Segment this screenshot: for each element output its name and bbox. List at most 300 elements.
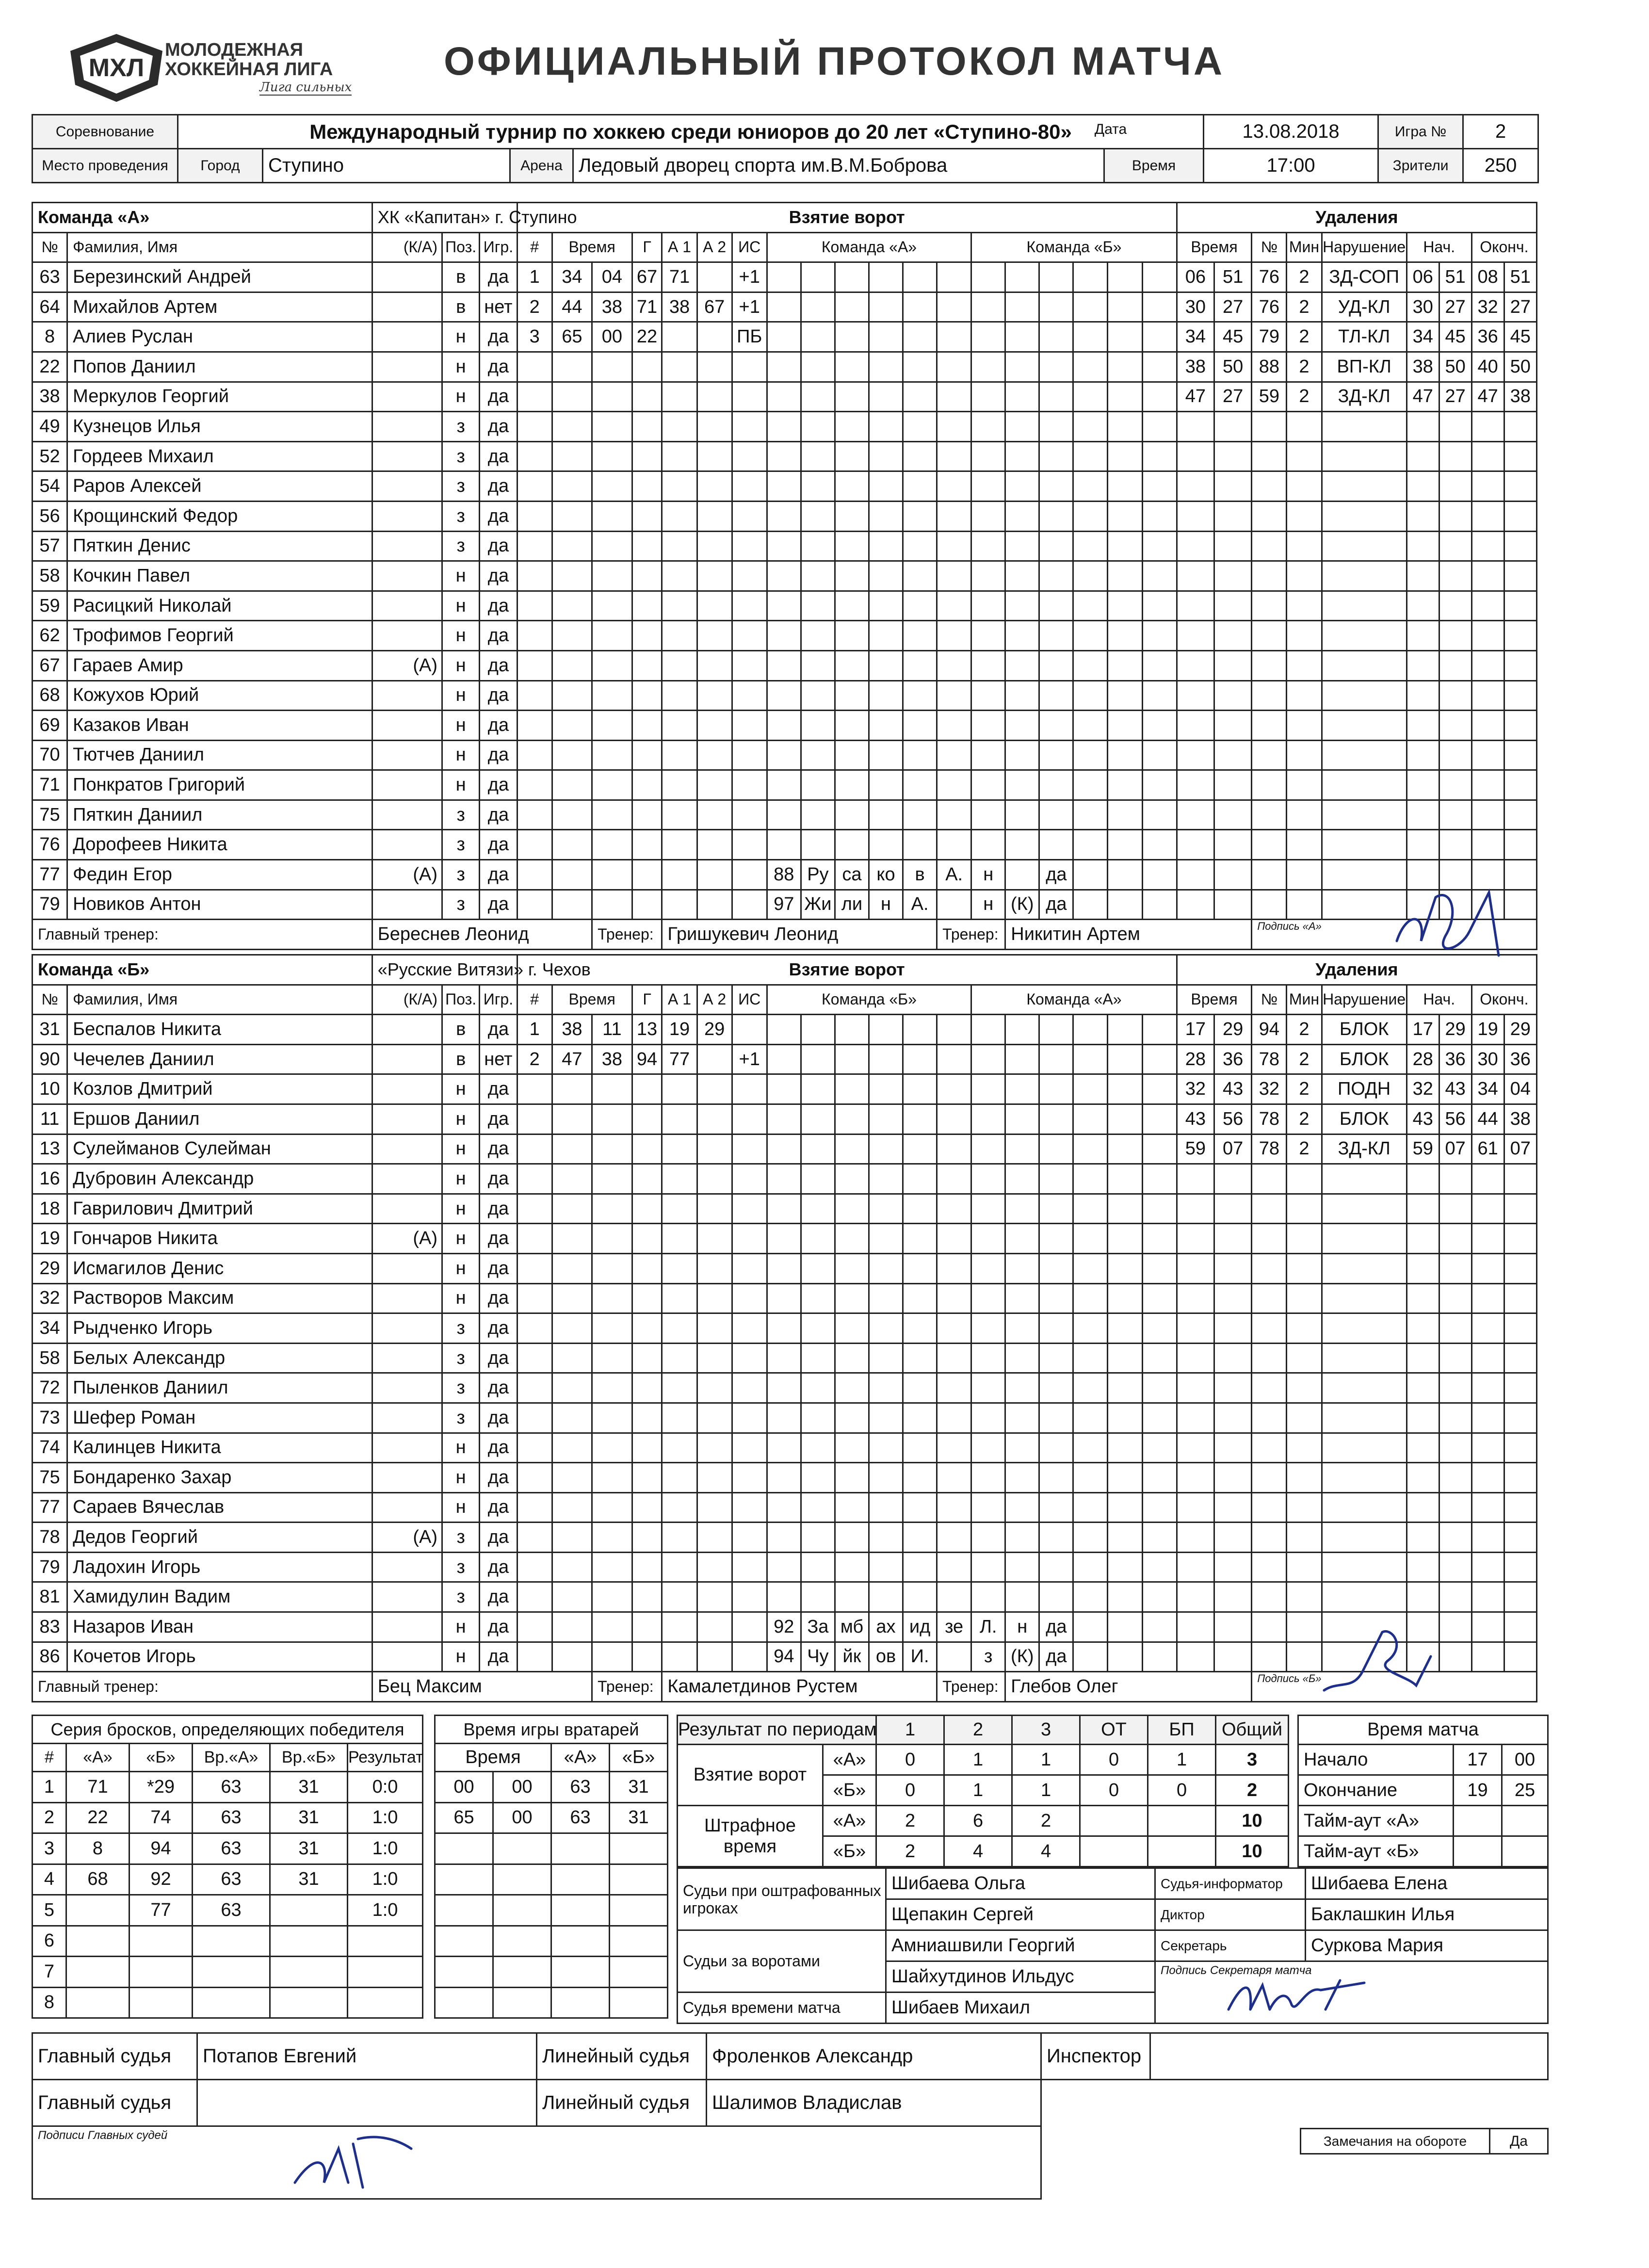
goalie-empty — [835, 262, 869, 292]
pen-infraction: ЗД-СОП — [1322, 262, 1406, 292]
player-name: Пяткин Даниил — [67, 800, 372, 830]
player-number: 64 — [32, 292, 67, 322]
pen-end-second — [1504, 1433, 1536, 1463]
goal-minute — [552, 770, 592, 800]
goalie-empty — [1108, 1313, 1142, 1344]
goalie-empty — [1005, 471, 1039, 502]
goalie-empty — [801, 471, 835, 502]
pen-minute — [1177, 1463, 1214, 1493]
pen-minutes — [1287, 621, 1322, 651]
pen-player — [1252, 621, 1287, 651]
player-number: 73 — [32, 1403, 67, 1433]
goal-minute: 47 — [552, 1044, 592, 1074]
player-played: да — [480, 1253, 517, 1283]
player-played: да — [480, 740, 517, 770]
goal-minute — [552, 352, 592, 382]
player-number: 54 — [32, 471, 67, 502]
pen-start-second: 07 — [1439, 1134, 1471, 1164]
goalie-empty — [1073, 1074, 1108, 1104]
pen-second: 51 — [1214, 262, 1252, 292]
goalie-empty — [1108, 1612, 1142, 1642]
goal-empty — [662, 621, 697, 651]
goalie-empty — [937, 382, 971, 412]
goal-empty — [592, 1433, 632, 1463]
goal-empty — [697, 1523, 732, 1553]
end-minute: 25 — [1502, 1775, 1548, 1806]
goal-minute — [552, 1373, 592, 1403]
goalie-empty — [767, 1253, 801, 1283]
goal-empty — [662, 1552, 697, 1582]
goal-empty — [697, 1343, 732, 1373]
goalie-empty — [1039, 1015, 1073, 1045]
player-name: Растворов Максим — [67, 1283, 372, 1313]
goalie-empty — [1073, 412, 1108, 442]
team-b-trainer-1: Камалетдинов Рустем — [662, 1672, 937, 1702]
goals-a-p3: 1 — [1012, 1745, 1080, 1775]
city-value: Ступино — [263, 149, 510, 183]
goal-empty — [732, 382, 767, 412]
goalie-empty — [1005, 1253, 1039, 1283]
goalie-empty — [1039, 1403, 1073, 1433]
player-position: н — [442, 1463, 480, 1493]
goal-number — [517, 1612, 552, 1642]
shootout-title: Серия бросков, определяющих победителя — [32, 1716, 423, 1744]
player-role — [372, 322, 442, 352]
player-played: да — [480, 1134, 517, 1164]
goal-minute — [552, 740, 592, 770]
goalie-time-cell — [610, 1864, 668, 1895]
goalie-empty — [1039, 1283, 1073, 1313]
player-number: 63 — [32, 262, 67, 292]
pen-minutes — [1287, 1373, 1322, 1403]
player-row — [32, 1373, 1537, 1403]
pen-player — [1252, 591, 1287, 621]
main-referee-1: Потапов Евгений — [197, 2033, 537, 2080]
player-role — [372, 1642, 442, 1672]
goalie-empty — [1005, 1463, 1039, 1493]
goal-empty — [632, 860, 662, 890]
pen-minutes — [1287, 1224, 1322, 1254]
goalie-empty — [1108, 292, 1142, 322]
pen-player — [1252, 1403, 1287, 1433]
goalie-empty — [767, 1313, 801, 1344]
player-played: да — [480, 501, 517, 531]
player-name: Тютчев Даниил — [67, 740, 372, 770]
goal-empty — [697, 531, 732, 561]
pen-start-minute — [1406, 591, 1439, 621]
pen-minute — [1177, 412, 1214, 442]
goal-assist-1: 77 — [662, 1044, 697, 1074]
player-position: з — [442, 441, 480, 471]
col-position: Поз. — [442, 985, 480, 1015]
pen-player — [1252, 1552, 1287, 1582]
pen-start-second: 27 — [1439, 382, 1471, 412]
player-name: Казаков Иван — [67, 711, 372, 741]
goalie-empty — [971, 1313, 1005, 1344]
player-role — [372, 1582, 442, 1612]
col-pen-infraction: Нарушение — [1322, 985, 1406, 1015]
goal-empty — [732, 830, 767, 860]
pen-minutes — [1287, 680, 1322, 711]
goal-second: 00 — [592, 322, 632, 352]
goalie-empty — [1142, 1403, 1177, 1433]
goal-empty — [732, 531, 767, 561]
player-role — [372, 1433, 442, 1463]
period-3-header: 3 — [1012, 1716, 1080, 1745]
player-name: Крощинский Федор — [67, 501, 372, 531]
shootout-cell: 74 — [129, 1802, 193, 1833]
player-name: Расицкий Николай — [67, 591, 372, 621]
goal-empty — [732, 591, 767, 621]
player-position: з — [442, 1523, 480, 1553]
goal-number: 1 — [517, 262, 552, 292]
player-position: н — [442, 680, 480, 711]
pen-second — [1214, 441, 1252, 471]
player-position: н — [442, 621, 480, 651]
team-a-goals-title: Взятие ворот — [517, 203, 1177, 233]
goalie-empty — [937, 1582, 971, 1612]
goalie-empty — [869, 441, 903, 471]
goalie-empty — [869, 800, 903, 830]
goalie-empty — [937, 262, 971, 292]
player-number: 75 — [32, 1463, 67, 1493]
pen-minutes — [1287, 1433, 1322, 1463]
pim-b-p1: 2 — [876, 1836, 944, 1867]
goalie-empty — [801, 830, 835, 860]
pen-minutes — [1287, 1492, 1322, 1523]
player-position: з — [442, 800, 480, 830]
goalie-empty — [1005, 322, 1039, 352]
goalie-empty — [1005, 292, 1039, 322]
goalie-empty — [937, 1164, 971, 1194]
goalie-empty — [1142, 1523, 1177, 1553]
col-number: № — [32, 232, 67, 262]
goal-minute — [552, 800, 592, 830]
goalie-empty — [767, 262, 801, 292]
goal-number — [517, 830, 552, 860]
goalie-empty — [1073, 1463, 1108, 1493]
goalie-empty — [1108, 1373, 1142, 1403]
goalie-empty — [937, 471, 971, 502]
goalie-empty — [1108, 441, 1142, 471]
pen-end-second: 07 — [1504, 1134, 1536, 1164]
pen-player: 94 — [1252, 1015, 1287, 1045]
goal-minute — [552, 1194, 592, 1224]
pen-start-second — [1439, 1373, 1471, 1403]
goal-assist-1 — [662, 322, 697, 352]
goalie-empty — [1142, 1582, 1177, 1612]
goal-number — [517, 1552, 552, 1582]
referees-sign-label: Подписи Главных судей — [38, 2129, 168, 2142]
goal-empty — [592, 1373, 632, 1403]
pen-end-second — [1504, 1313, 1536, 1344]
pen-player — [1252, 1492, 1287, 1523]
player-number: 90 — [32, 1044, 67, 1074]
pen-second — [1214, 1194, 1252, 1224]
goalie-empty — [869, 412, 903, 442]
player-number: 69 — [32, 711, 67, 741]
goalie-empty — [835, 1373, 869, 1403]
player-row — [32, 770, 1537, 800]
goalie-empty — [1142, 1044, 1177, 1074]
team-a-mark: «А» — [823, 1745, 876, 1775]
goalie-time-cell — [610, 1987, 668, 2018]
goal-minute — [552, 382, 592, 412]
pen-infraction — [1322, 1373, 1406, 1403]
player-name: Чечелев Даниил — [67, 1044, 372, 1074]
goal-minute — [552, 1612, 592, 1642]
goalie-time-cell: 31 — [610, 1802, 668, 1833]
pen-start-minute: 30 — [1406, 292, 1439, 322]
shootout-cell: *29 — [129, 1772, 193, 1803]
pen-start-second — [1439, 1343, 1471, 1373]
goalie-empty — [1142, 1313, 1177, 1344]
pen-end-minute: 61 — [1471, 1134, 1504, 1164]
goalie-time-cell — [435, 1833, 493, 1864]
goal-empty — [592, 1403, 632, 1433]
goalie-empty — [767, 711, 801, 741]
pen-minute — [1177, 531, 1214, 561]
goal-number — [517, 1373, 552, 1403]
pen-minute — [1177, 1194, 1214, 1224]
goalie-empty — [1073, 591, 1108, 621]
pen-end-second: 27 — [1504, 292, 1536, 322]
goalie-empty — [937, 650, 971, 680]
pen-end-second — [1504, 770, 1536, 800]
end-hour: 19 — [1454, 1775, 1502, 1806]
goalie-empty — [835, 650, 869, 680]
goalie-empty — [1108, 1044, 1142, 1074]
shootout-cell: 1:0 — [348, 1802, 423, 1833]
pen-minute: 59 — [1177, 1134, 1214, 1164]
pen-start-minute: 34 — [1406, 322, 1439, 352]
goal-empty — [697, 711, 732, 741]
goalie-time-cell: 31 — [610, 1772, 668, 1803]
goal-empty — [697, 740, 732, 770]
goalie-empty — [767, 531, 801, 561]
col-pen-start: Нач. — [1406, 232, 1471, 262]
goalie-empty — [1005, 1343, 1039, 1373]
player-name: Козлов Дмитрий — [67, 1074, 372, 1104]
goalie-empty — [767, 1015, 801, 1045]
pen-minutes — [1287, 591, 1322, 621]
pen-infraction — [1322, 621, 1406, 651]
goalie-empty — [937, 1313, 971, 1344]
goalie-empty — [1142, 292, 1177, 322]
goal-number — [517, 621, 552, 651]
goalie-empty — [1039, 1104, 1073, 1134]
inspector-label: Инспектор — [1041, 2033, 1150, 2080]
goalie-time-cell — [435, 1987, 493, 2018]
goal-empty — [632, 650, 662, 680]
goal-empty — [732, 800, 767, 830]
goalie-empty — [1142, 1104, 1177, 1134]
pen-minute — [1177, 501, 1214, 531]
player-position: з — [442, 531, 480, 561]
pen-minutes — [1287, 501, 1322, 531]
player-number: 83 — [32, 1612, 67, 1642]
pen-end-minute — [1471, 441, 1504, 471]
team-b-coach-label: Главный тренер: — [32, 1672, 372, 1702]
shootout-cell — [270, 1957, 348, 1988]
period-1-header: 1 — [876, 1716, 944, 1745]
goalie-empty — [903, 830, 937, 860]
player-position: н — [442, 770, 480, 800]
player-number: 29 — [32, 1253, 67, 1283]
pen-end-second — [1504, 1224, 1536, 1254]
secretary-label: Секретарь — [1155, 1930, 1306, 1961]
shootout-cell: 63 — [193, 1802, 270, 1833]
goal-empty — [732, 860, 767, 890]
goal-number — [517, 1313, 552, 1344]
pen-player: 78 — [1252, 1044, 1287, 1074]
goal-number — [517, 382, 552, 412]
pen-end-second — [1504, 441, 1536, 471]
player-played: да — [480, 1492, 517, 1523]
goalie-empty — [1108, 352, 1142, 382]
goalie-empty — [835, 1134, 869, 1164]
goalie-empty — [903, 322, 937, 352]
pen-start-second: 51 — [1439, 262, 1471, 292]
goalie-empty — [1073, 1582, 1108, 1612]
pen-end-minute — [1471, 680, 1504, 711]
player-position: в — [442, 292, 480, 322]
goal-empty — [732, 650, 767, 680]
pen-minute: 32 — [1177, 1074, 1214, 1104]
goal-minute — [552, 441, 592, 471]
player-position: н — [442, 382, 480, 412]
pen-minutes: 2 — [1287, 1134, 1322, 1164]
penalty-box-label: Судьи при оштрафованных игроках — [678, 1868, 886, 1930]
page-title: ОФИЦИАЛЬНЫЙ ПРОТОКОЛ МАТЧА — [444, 39, 1225, 83]
goalie-empty — [971, 1283, 1005, 1313]
pen-end-second: 36 — [1504, 1044, 1536, 1074]
goal-number: 2 — [517, 292, 552, 322]
goalie-empty — [1073, 860, 1108, 890]
pen-minute — [1177, 1612, 1214, 1642]
pen-start-second — [1439, 770, 1471, 800]
goalie-time-cell — [551, 1864, 610, 1895]
goalie-empty — [903, 1403, 937, 1433]
goal-empty — [732, 441, 767, 471]
player-name: Назаров Иван — [67, 1612, 372, 1642]
goalie-empty — [1142, 561, 1177, 591]
player-role: (А) — [372, 650, 442, 680]
timekeeper-label: Судья времени матча — [678, 1993, 886, 2024]
player-number: 59 — [32, 591, 67, 621]
pen-infraction — [1322, 1523, 1406, 1553]
pen-second: 45 — [1214, 322, 1252, 352]
goalie-empty — [1073, 1224, 1108, 1254]
goalie-empty — [937, 1283, 971, 1313]
goalie-empty — [801, 531, 835, 561]
player-played: да — [480, 352, 517, 382]
pen-second — [1214, 800, 1252, 830]
pen-minutes — [1287, 1552, 1322, 1582]
pen-end-second: 29 — [1504, 1015, 1536, 1045]
goalie-empty — [801, 1403, 835, 1433]
player-name: Трофимов Георгий — [67, 621, 372, 651]
pen-infraction — [1322, 1433, 1406, 1463]
goalie-entry: ов — [869, 1642, 903, 1672]
goal-empty — [697, 441, 732, 471]
goal-empty — [632, 1492, 662, 1523]
pen-start-minute: 59 — [1406, 1134, 1439, 1164]
goalie-empty — [1073, 1313, 1108, 1344]
goalie-empty — [903, 412, 937, 442]
goalie-time-cell: 00 — [493, 1772, 551, 1803]
player-played: да — [480, 1194, 517, 1224]
player-row — [32, 1582, 1537, 1612]
goalie-empty — [1142, 412, 1177, 442]
mhl-logo — [61, 32, 371, 114]
goal-number — [517, 1253, 552, 1283]
logo-slogan: Лига сильных — [259, 80, 352, 95]
pen-minute — [1177, 1642, 1214, 1672]
pen-start-second — [1439, 1224, 1471, 1254]
goalie-entry: в — [903, 860, 937, 890]
goal-empty — [662, 441, 697, 471]
pen-end-minute — [1471, 1523, 1504, 1553]
goal-empty — [592, 770, 632, 800]
player-name: Кочетов Игорь — [67, 1642, 372, 1672]
goal-empty — [592, 561, 632, 591]
goalie-empty — [767, 1224, 801, 1254]
shootout-cell: 63 — [193, 1864, 270, 1895]
col-pen-number: № — [1252, 985, 1287, 1015]
player-position: в — [442, 1015, 480, 1045]
goalie-empty — [971, 412, 1005, 442]
goalie-empty — [1108, 561, 1142, 591]
player-role — [372, 1164, 442, 1194]
pen-start-minute — [1406, 830, 1439, 860]
pen-end-minute — [1471, 412, 1504, 442]
goalie-empty — [1142, 471, 1177, 502]
goal-empty — [697, 1642, 732, 1672]
goalie-empty — [903, 382, 937, 412]
goalie-empty — [1108, 1283, 1142, 1313]
player-position: з — [442, 830, 480, 860]
pen-start-second — [1439, 800, 1471, 830]
player-row — [32, 1134, 1537, 1164]
pen-start-minute — [1406, 1463, 1439, 1493]
player-name: Беспалов Никита — [67, 1015, 372, 1045]
goalie-empty — [903, 501, 937, 531]
goalie-empty — [801, 1253, 835, 1283]
team-a-sign-label: Подпись «А» — [1257, 920, 1322, 933]
goalie-empty — [1005, 1433, 1039, 1463]
goal-empty — [697, 830, 732, 860]
goalie-empty — [835, 292, 869, 322]
player-played: да — [480, 1463, 517, 1493]
goalie-empty — [1039, 322, 1073, 352]
goal-assist-2: 29 — [697, 1015, 732, 1045]
goal-number — [517, 680, 552, 711]
goal-empty — [632, 770, 662, 800]
player-name: Пяткин Денис — [67, 531, 372, 561]
pen-infraction — [1322, 650, 1406, 680]
pen-start-minute: 17 — [1406, 1015, 1439, 1045]
pen-infraction: ЗД-КЛ — [1322, 382, 1406, 412]
pen-minute — [1177, 1582, 1214, 1612]
goal-empty — [732, 1552, 767, 1582]
goal-number — [517, 1492, 552, 1523]
team-a-coach: Береснев Леонид — [372, 920, 592, 950]
pen-end-minute: 32 — [1471, 292, 1504, 322]
goal-scorer: 94 — [632, 1044, 662, 1074]
pen-start-second — [1439, 441, 1471, 471]
goalie-empty — [1073, 1373, 1108, 1403]
